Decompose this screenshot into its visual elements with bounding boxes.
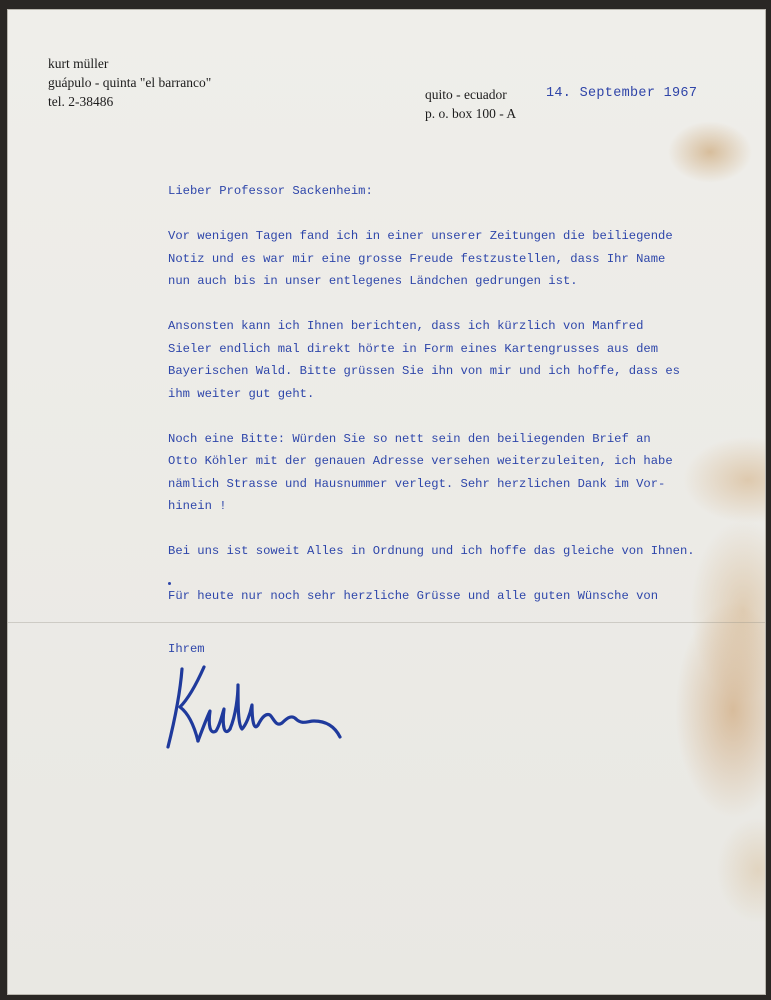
paragraph-5 (168, 585, 758, 608)
paragraph-gap (168, 563, 758, 586)
paragraph-gap (168, 405, 758, 428)
text-line: Ansonsten kann ich Ihnen berichten, dass ich kürzlich von Manfred (168, 319, 644, 333)
text-line: Notiz und es war mir eine grosse Freude festzustellen, dass Ihr Name (168, 251, 666, 266)
salutation: Lieber Professor Sackenheim: (168, 184, 373, 198)
letter-body (168, 180, 758, 608)
sender-address: guápulo - quinta "el barranco" (48, 75, 212, 90)
text-line: Otto Köhler mit der genauen Adresse versehen weiterzuleiten, ich habe (168, 454, 673, 468)
letter-date: 14. September 1967 (546, 86, 698, 101)
sender-pobox: p. o. box 100 - A (425, 106, 517, 121)
letterhead-sender (48, 54, 211, 111)
paragraph-4 (168, 540, 758, 563)
paragraph-2 (168, 315, 758, 405)
text-line: Sieler endlich mal direkt hörte in Form eines Kartengrusses aus dem (168, 341, 659, 356)
sender-phone: tel. 2-38486 (48, 94, 114, 109)
paragraph-gap (168, 518, 758, 541)
text-line: nämlich Strasse und Hausnummer verlegt. Sehr herzlichen Dank im Vor- (168, 476, 666, 491)
paragraph-gap (168, 293, 758, 316)
text-line: hinein ! (168, 499, 227, 513)
sender-city: quito - ecuador (425, 87, 507, 102)
paragraph-gap (168, 203, 758, 226)
text-line: Bayerischen Wald. Bitte grüssen Sie ihn von mir und ich hoffe, dass es (168, 364, 680, 378)
text-line: Vor wenigen Tagen fand ich in einer unserer Zeitungen die beiliegende (168, 229, 673, 243)
letterhead-location (425, 85, 516, 123)
sender-name: kurt müller (48, 56, 109, 71)
closing-word: Ihrem (168, 642, 205, 656)
paragraph-3 (168, 428, 758, 518)
text-line: nun auch bis in unser entlegenes Ländchen gedrungen ist. (168, 274, 578, 288)
paragraph-1 (168, 225, 758, 293)
handwritten-signature (158, 655, 348, 755)
text-line: Bei uns ist soweit Alles in Ordnung und ich hoffe das gleiche von Ihnen. (168, 544, 695, 558)
text-line: Für heute nur noch sehr herzliche Grüsse und alle guten Wünsche von (168, 589, 659, 603)
ink-dot (168, 582, 171, 585)
text-line: Noch eine Bitte: Würden Sie so nett sein den beiliegenden Brief an (168, 431, 651, 446)
text-line: ihm weiter gut geht. (168, 386, 315, 401)
letter-page (8, 10, 765, 994)
